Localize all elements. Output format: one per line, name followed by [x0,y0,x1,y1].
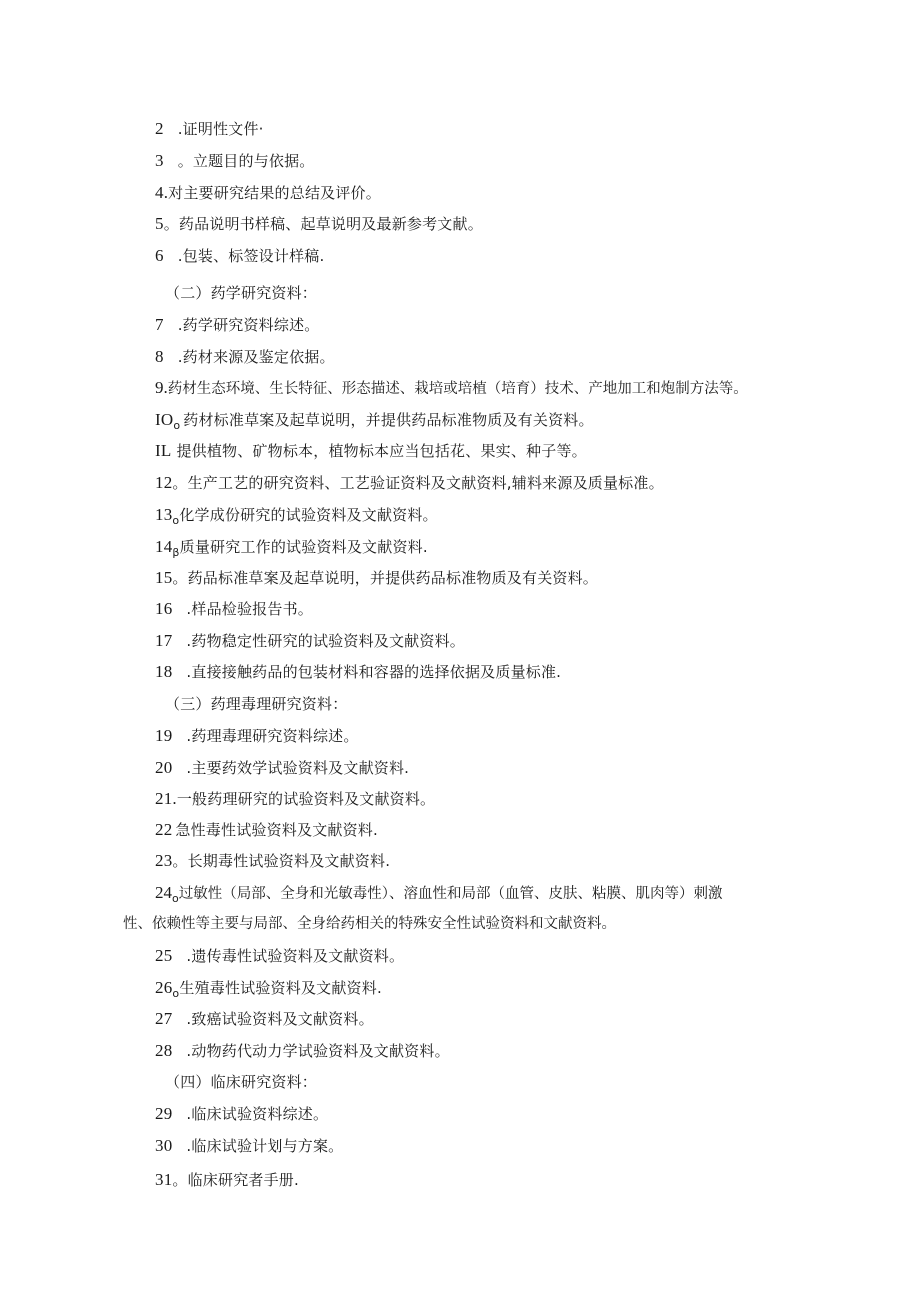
list-item: 21.一般药理研究的试验资料及文献资料。 [155,789,436,808]
list-item: 20 .主要药效学试验资料及文献资料. [155,758,410,777]
list-item: $IO_o$ 药材标准草案及起草说明，并提供药品标准物质及有关资料。 [155,410,594,432]
list-item: IL 提供植物、矿物标本，植物标本应当包括花、果实、种子等。 [155,441,587,460]
section-heading: （三）药理毒理研究资料： [165,695,348,713]
list-item: 2 .证明性文件· [155,119,264,138]
list-item: $24_o$过敏性（局部、全身和光敏毒性）、溶血性和局部（血管、皮肤、粘膜、肌肉等）刺激 [155,883,723,905]
list-item: 5。药品说明书样稿、起草说明及最新参考文献。 [155,214,483,233]
list-item: 31。临床研究者手册. [155,1170,299,1189]
section-heading: （四）临床研究资料： [165,1073,318,1091]
list-item: $14_\beta$质量研究工作的试验资料及文献资料. [155,537,428,559]
list-item: 15。药品标准草案及起草说明，并提供药品标准物质及有关资料。 [155,568,599,587]
list-item: 28 .动物药代动力学试验资料及文献资料。 [155,1041,450,1060]
list-item: 12。生产工艺的研究资料、工艺验证资料及文献资料,辅料来源及质量标准。 [155,473,664,492]
list-item: 3 。立题目的与依据。 [155,151,315,170]
section-heading: （二）药学研究资料： [165,284,318,302]
list-item-continuation: 性、依赖性等主要与局部、全身给药相关的特殊安全性试验资料和文献资料。 [123,916,616,932]
list-item: 27 .致癌试验资料及文献资料。 [155,1009,374,1028]
list-item: 16 .样品检验报告书。 [155,599,313,618]
list-item: 8 .药材来源及鉴定依据。 [155,347,335,366]
list-item: 30 .临床试验计划与方案。 [155,1136,344,1155]
list-item: 6 .包装、标签设计样稿. [155,246,325,265]
list-item: 22 急性毒性试验资料及文献资料. [155,820,378,839]
list-item: 7 .药学研究资料综述。 [155,315,320,334]
list-item: $13_o$化学成份研究的试验资料及文献资料。 [155,505,438,527]
list-item: $26_o$生殖毒性试验资料及文献资料. [155,978,382,1000]
list-item: 23。长期毒性试验资料及文献资料. [155,851,391,870]
list-item: 17 .药物稳定性研究的试验资料及文献资料。 [155,631,465,650]
list-item: 18 .直接接触药品的包装材料和容器的选择依据及质量标准. [155,662,562,681]
list-item: 29 .临床试验资料综述。 [155,1104,329,1123]
list-item: 19 .药理毒理研究资料综述。 [155,726,359,745]
list-item: 4.对主要研究结果的总结及评价。 [155,183,381,202]
list-item: 25 .遗传毒性试验资料及文献资料。 [155,946,405,965]
list-item: 9.药材生态环境、生长特征、形态描述、栽培或培植（培育）技术、产地加工和炮制方法等。 [155,378,748,397]
